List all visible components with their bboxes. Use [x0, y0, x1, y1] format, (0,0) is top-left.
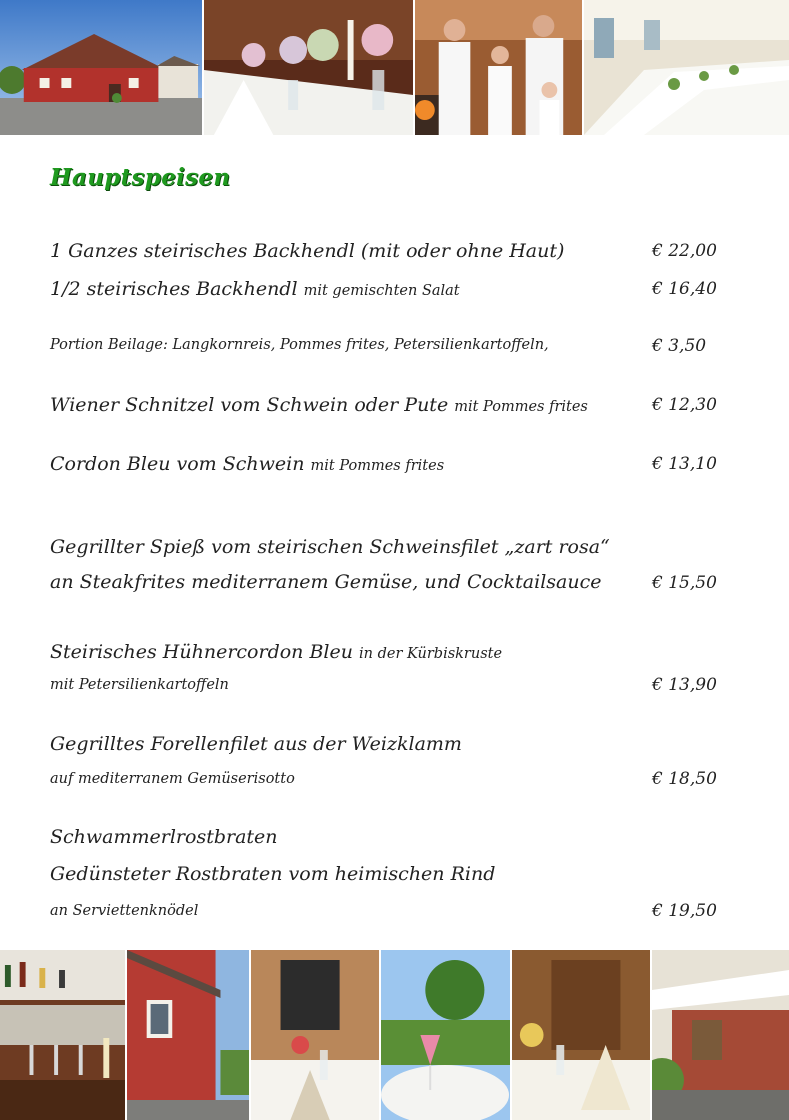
menu-item-4-price: € 12,30	[652, 395, 717, 415]
menu-item-3-price: € 3,50	[652, 336, 707, 356]
menu-item-4	[50, 394, 610, 416]
bar-taps-photo	[0, 950, 127, 1120]
menu-item-1	[50, 240, 610, 262]
menu-item-2-side: mit gemischten Salat	[303, 283, 460, 299]
menu-item-9-line-3: an Serviettenknödel	[50, 903, 199, 919]
menu-item-7-line-1	[50, 641, 610, 663]
restaurant-building-photo	[0, 0, 204, 135]
menu-item-9-line-2: Gedünsteter Rostbraten vom heimischen Rind	[50, 863, 496, 885]
menu-item-2-name: 1/2 steirisches Backhendl	[50, 278, 298, 300]
menu-item-7-price: € 13,90	[652, 675, 717, 695]
chef-family-photo	[415, 0, 584, 135]
menu-item-5-price: € 13,10	[652, 454, 717, 474]
menu-item-7-line-2: mit Petersilienkartoffeln	[50, 677, 229, 693]
page-title: Hauptspeisen	[50, 164, 231, 191]
menu-item-5-name: Cordon Bleu vom Schwein	[50, 453, 305, 475]
menu-item-8-line-2: auf mediterranem Gemüserisotto	[50, 771, 295, 787]
menu-item-8-price: € 18,50	[652, 769, 717, 789]
menu-item-4-side: mit Pommes frites	[454, 399, 588, 415]
menu-item-2-price: € 16,40	[652, 279, 717, 299]
terrace-photo	[652, 950, 789, 1120]
menu-item-3	[50, 337, 610, 353]
menu-item-5-side: mit Pommes frites	[310, 458, 445, 474]
garden-cocktail-photo	[381, 950, 512, 1120]
menu-item-3-name: Portion Beilage: Langkornreis, Pommes frites, Petersilienkartoffeln,	[50, 337, 549, 353]
menu-item-6-line-2: an Steakfrites mediterranem Gemüse, und Cocktailsauce	[50, 571, 602, 593]
table-setting-photo	[512, 950, 652, 1120]
menu-item-2	[50, 278, 610, 300]
building-facade-photo	[127, 950, 251, 1120]
top-photo-strip	[0, 0, 789, 135]
menu-item-1-name: 1 Ganzes steirisches Backhendl (mit oder ohne Haut)	[50, 240, 565, 262]
menu-item-9-price: € 19,50	[652, 901, 717, 921]
banquet-hall-photo	[584, 0, 789, 135]
menu-item-7-side: in der Kürbiskruste	[359, 646, 503, 662]
dining-table-photo	[251, 950, 381, 1120]
table-flowers-photo	[204, 0, 415, 135]
menu-item-8-line-1: Gegrilltes Forellenfilet aus der Weizklamm	[50, 733, 462, 755]
bottom-photo-strip	[0, 950, 789, 1120]
menu-item-6-price: € 15,50	[652, 573, 717, 593]
menu-item-5	[50, 453, 610, 475]
menu-item-9-line-1: Schwammerlrostbraten	[50, 826, 278, 848]
menu-item-1-price: € 22,00	[652, 241, 717, 261]
menu-item-6-line-1: Gegrillter Spieß vom steirischen Schweinsfilet „zart rosa“	[50, 536, 610, 558]
menu-item-7-name: Steirisches Hühnercordon Bleu	[50, 641, 353, 663]
menu-item-4-name: Wiener Schnitzel vom Schwein oder Pute	[50, 394, 449, 416]
